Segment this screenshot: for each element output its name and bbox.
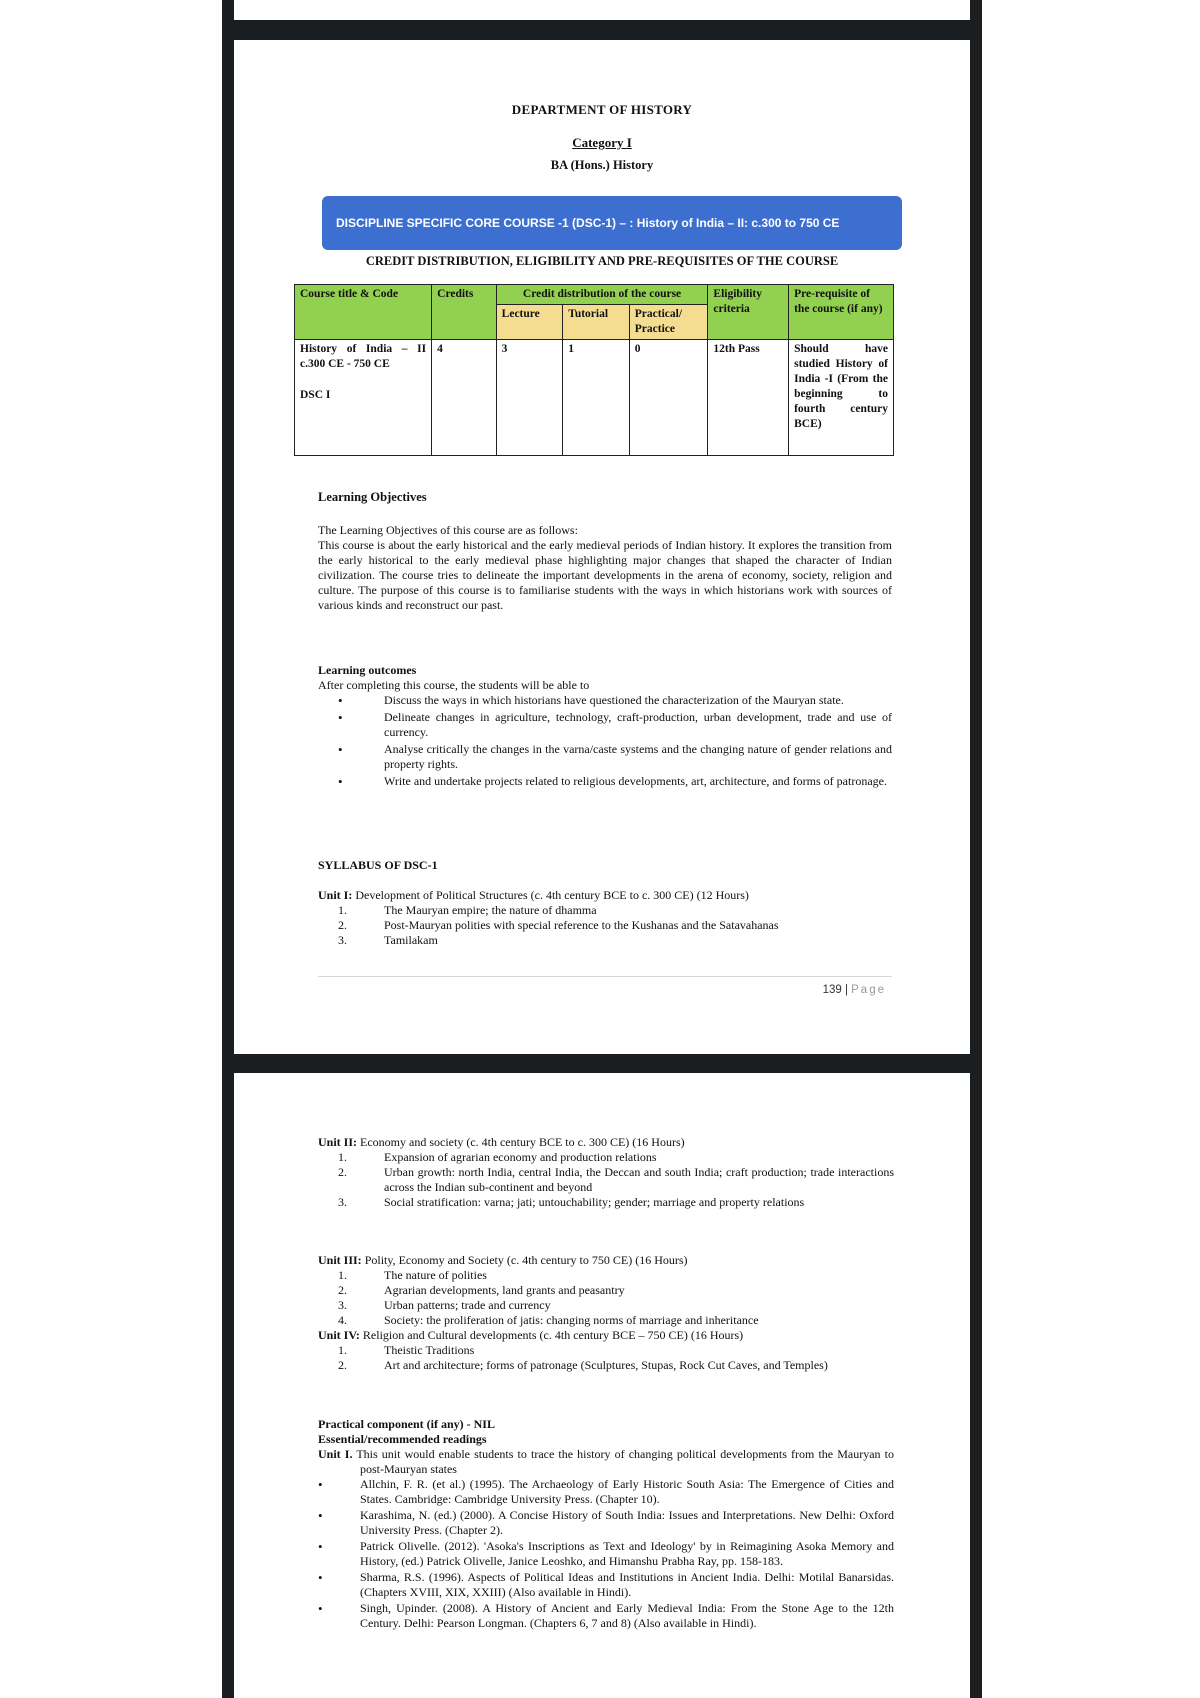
list-item: 2. Art and architecture; forms of patronage (Sculptures, Stupas, Rock Cut Caves, and Temples) <box>338 1358 828 1372</box>
department-title: DEPARTMENT OF HISTORY <box>511 102 693 117</box>
unit-3-topics <box>318 1268 894 1328</box>
unit-3-heading <box>318 1253 894 1268</box>
header-eligibility: Eligibility criteria <box>708 285 789 340</box>
list-item: • Analyse critically the changes in the varna/caste systems and the changing nature of gender relations and property rights. <box>318 742 892 772</box>
learning-outcomes-block <box>318 663 892 791</box>
page-number <box>823 984 886 996</box>
list-item: • Discuss the ways in which historians have questioned the characterization of the Mauryan state. <box>318 693 892 708</box>
unit-4-topics <box>318 1343 894 1373</box>
topic-text: Expansion of agrarian economy and production relations <box>384 1150 657 1164</box>
unit-2-label: Unit II: <box>318 1135 358 1149</box>
learning-objectives-block <box>318 523 892 613</box>
header-course-title: Course title & Code <box>295 285 432 340</box>
list-item: 2. Agrarian developments, land grants and peasantry <box>338 1283 625 1297</box>
list-item: • Delineate changes in agriculture, technology, craft-production, urban development, trade and use of currency. <box>318 710 892 740</box>
credit-distribution-table <box>294 284 894 456</box>
unit-1-heading <box>318 888 892 903</box>
unit-3-block <box>318 1253 894 1373</box>
unit-2-block <box>318 1135 894 1210</box>
list-item: • Singh, Upinder. (2008). A History of Ancient and Early Medieval India: From the Stone Age to the 12th Century. Delhi: Pearson Longman. (Chapters 6, 7 and 8) (Also available in Hindi). <box>318 1601 894 1631</box>
readings-unit-label: Unit I. <box>318 1447 353 1461</box>
page-139 <box>234 40 970 1054</box>
previous-page <box>234 0 970 20</box>
topic-text: Agrarian developments, land grants and peasantry <box>384 1283 625 1297</box>
topic-text: Post-Mauryan polities with special reference to the Kushanas and the Satavahanas <box>384 918 779 932</box>
list-item: 2. Urban growth: north India, central India, the Deccan and south India; craft production; trade interactions across the Indian sub-continent and beyond <box>338 1165 894 1194</box>
outcomes-intro: After completing this course, the students will be able to <box>318 678 590 692</box>
list-item: • Karashima, N. (ed.) (2000). A Concise History of South India: Issues and Interpretations. New Delhi: Oxford University Press. (Chapter 2). <box>318 1508 894 1538</box>
unit-1-block <box>318 888 892 948</box>
unit-2-title: Economy and society (c. 4th century BCE to c. 300 CE) (16 Hours) <box>357 1135 685 1149</box>
list-item: • Patrick Olivelle. (2012). 'Asoka's Inscriptions as Text and Ideology' by in Reimagining Asoka Memory and History, (ed.) Patrick Olivelle, Janice Leoshko, and Himanshu Prabha Ray, pp. 158-183. <box>318 1539 894 1569</box>
cell-eligibility: 12th Pass <box>708 340 789 456</box>
header-practical: Practical/ Practice <box>629 305 708 340</box>
cell-tutorial: 1 <box>563 340 630 456</box>
list-item: 1. The Mauryan empire; the nature of dhamma <box>338 903 597 917</box>
unit-3-title: Polity, Economy and Society (c. 4th century to 750 CE) (16 Hours) <box>361 1253 688 1267</box>
header-credit-distribution: Credit distribution of the course <box>496 285 708 305</box>
cell-prerequisite: Should have studied History of India -I (From the beginning to fourth century BCE) <box>789 340 894 456</box>
topic-text: The Mauryan empire; the nature of dhamma <box>384 903 597 917</box>
readings-unit-intro <box>318 1447 894 1477</box>
page-140 <box>234 1073 970 1698</box>
list-item: 3. Urban patterns; trade and currency <box>338 1298 551 1312</box>
objectives-intro: The Learning Objectives of this course are as follows: <box>318 523 578 537</box>
cell-lecture: 3 <box>496 340 563 456</box>
cell-course-title: History of India – II c.300 CE - 750 CE <box>300 343 427 370</box>
programme-title: BA (Hons.) History <box>550 158 654 172</box>
unit-1-topics <box>318 903 892 948</box>
header-lecture: Lecture <box>496 305 563 340</box>
readings-unit-text: This unit would enable students to trace the history of changing political developments from the Mauryan to post-Mauryan states <box>352 1447 894 1476</box>
practical-component: Practical component (if any) - NIL <box>318 1417 495 1431</box>
header-credits: Credits <box>432 285 497 340</box>
topic-text: Tamilakam <box>384 933 438 947</box>
list-item: • Sharma, R.S. (1996). Aspects of Political Ideas and Institutions in Ancient India. Delhi: Motilal Banarsidas. (Chapters XVIII, XIX, XXIII) (Also available in Hindi). <box>318 1570 894 1600</box>
cell-course <box>295 340 432 456</box>
document-viewer[interactable] <box>222 0 982 1698</box>
topic-text: Art and architecture; forms of patronage (Sculptures, Stupas, Rock Cut Caves, and Temples) <box>384 1358 828 1372</box>
list-item: 3. Social stratification: varna; jati; untouchability; gender; marriage and property relations <box>338 1195 805 1209</box>
header-prerequisite: Pre-requisite of the course (if any) <box>789 285 894 340</box>
unit-4-heading <box>318 1328 894 1343</box>
unit-4-title: Religion and Cultural developments (c. 4th century BCE – 750 CE) (16 Hours) <box>359 1328 744 1342</box>
topic-text: Theistic Traditions <box>384 1343 475 1357</box>
list-item: 1. Expansion of agrarian economy and production relations <box>338 1150 657 1164</box>
list-item: • Allchin, F. R. (et al.) (1995). The Archaeology of Early Historic South Asia: The Emergence of Cities and States. Cambridge: Cambridge University Press. (Chapter 10). <box>318 1477 894 1507</box>
unit-1-title: Development of Political Structures (c. 4th century BCE to c. 300 CE) (12 Hours) <box>352 888 749 902</box>
list-item: • Write and undertake projects related to religious developments, art, architecture, and forms of patronage. <box>318 774 892 789</box>
topic-text: Urban growth: north India, central India, the Deccan and south India; craft production; trade interactions across the Indian sub-continent and beyond <box>384 1165 894 1194</box>
readings-heading: Essential/recommended readings <box>318 1432 487 1446</box>
unit-2-topics <box>318 1150 894 1210</box>
credit-distribution-heading: CREDIT DISTRIBUTION, ELIGIBILITY AND PRE-REQUISITES OF THE COURSE <box>365 254 839 268</box>
list-item: 2. Post-Mauryan polities with special reference to the Kushanas and the Satavahanas <box>338 918 779 932</box>
readings-list <box>318 1477 894 1631</box>
cell-credits: 4 <box>432 340 497 456</box>
readings-block <box>318 1417 894 1632</box>
unit-3-label: Unit III: <box>318 1253 362 1267</box>
cell-practical: 0 <box>629 340 708 456</box>
unit-4-label: Unit IV: <box>318 1328 360 1342</box>
unit-2-heading <box>318 1135 894 1150</box>
page-word: Page <box>851 984 886 996</box>
table-row <box>295 340 894 456</box>
list-item: 4. Society: the proliferation of jatis: changing norms of marriage and inheritance <box>338 1313 759 1327</box>
outcomes-list <box>318 693 892 789</box>
topic-text: The nature of polities <box>384 1268 487 1282</box>
list-item: 1. The nature of polities <box>338 1268 487 1282</box>
dsc-banner-text: DISCIPLINE SPECIFIC CORE COURSE -1 (DSC-1) – : History of India – II: c.300 to 750 CE <box>336 216 840 230</box>
topic-text: Social stratification: varna; jati; untouchability; gender; marriage and property relations <box>384 1195 805 1209</box>
list-item: 1. Theistic Traditions <box>338 1343 475 1357</box>
cell-course-code: DSC I <box>300 389 331 401</box>
objectives-text: This course is about the early historical and the early medieval periods of Indian history. It explores the transition from the early historical to the early medieval phase highlighting major changes that shaped the character of Indian civilization. The course tries to delineate the important developments in the arena of economy, society, religion and culture. The purpose of this course is to familiarise students with the ways in which historians work with sources of various kinds and reconstruct our past. <box>318 538 892 612</box>
list-item: 3. Tamilakam <box>338 933 438 947</box>
topic-text: Urban patterns; trade and currency <box>384 1298 551 1312</box>
unit-1-label: Unit I: <box>318 888 353 902</box>
syllabus-heading: SYLLABUS OF DSC-1 <box>318 858 438 872</box>
category-label: Category I <box>572 135 632 150</box>
header-tutorial: Tutorial <box>563 305 630 340</box>
learning-objectives-heading: Learning Objectives <box>318 490 427 504</box>
learning-outcomes-heading: Learning outcomes <box>318 663 417 677</box>
table-header-row <box>295 285 894 305</box>
footer-divider <box>318 976 892 977</box>
page-number-value: 139 | <box>822 984 852 996</box>
topic-text: Society: the proliferation of jatis: changing norms of marriage and inheritance <box>384 1313 759 1327</box>
dsc-banner <box>322 196 902 250</box>
